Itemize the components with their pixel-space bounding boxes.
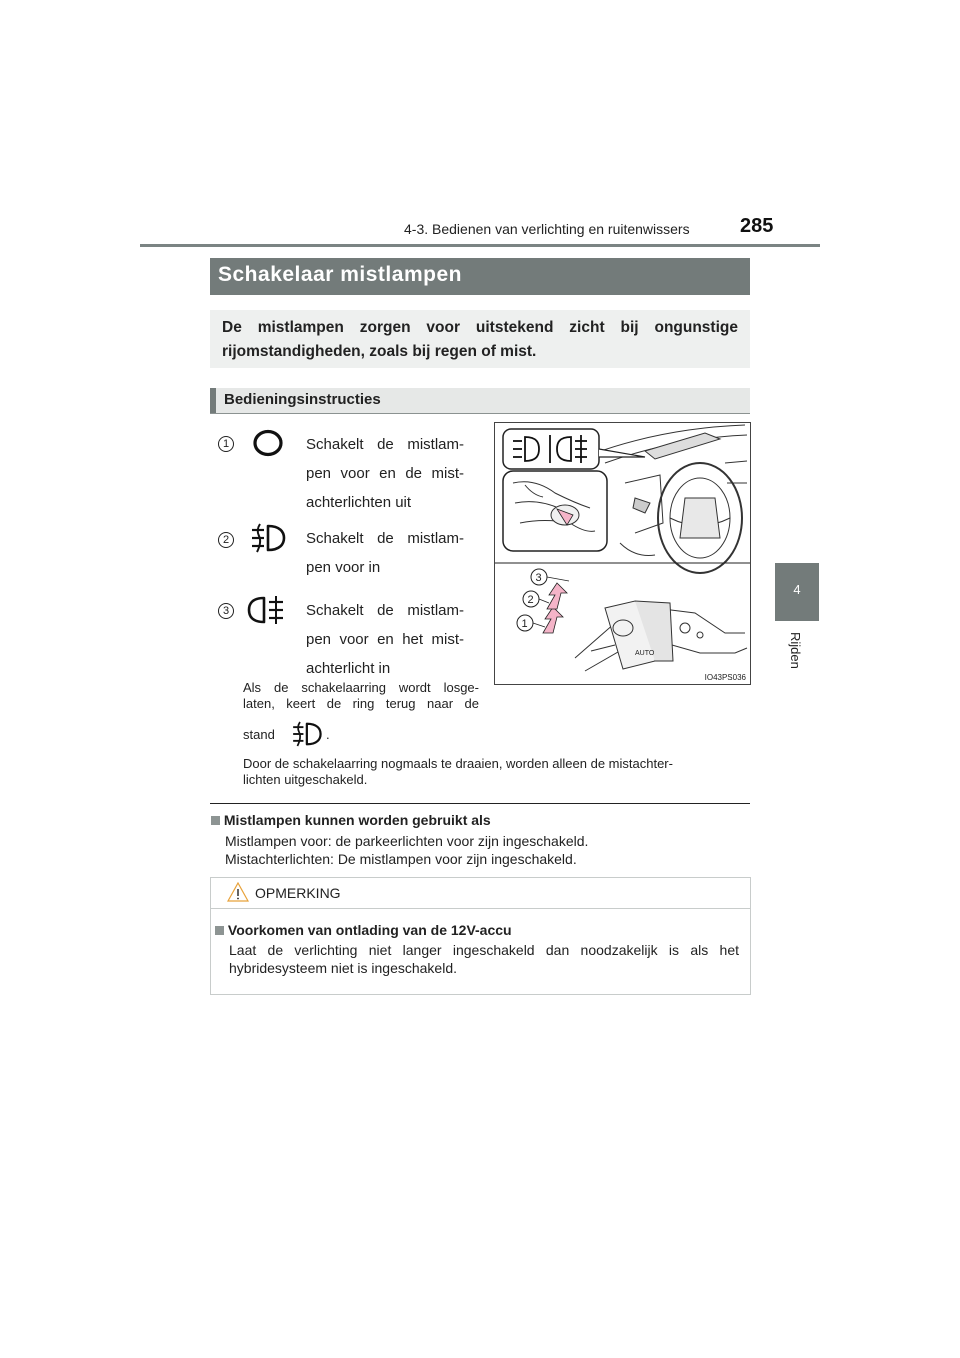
figure-label-1: 1: [521, 618, 528, 630]
header-rule: [140, 244, 820, 247]
rear-fog-icon: [246, 594, 288, 626]
note-rear-off-line1: Door de schakelaarring nogmaals te draaien, worden alleen de mistachter-: [243, 756, 673, 771]
notice-body: [229, 941, 739, 977]
usage-line2: Mistachterlichten: De mistlampen voor zijn ingeschakeld.: [225, 851, 577, 867]
chapter-label: Rijden: [788, 632, 803, 669]
item-number-3: 3: [218, 603, 234, 619]
note-rear-off-line2: lichten uitgeschakeld.: [243, 772, 368, 787]
notice-heading-row: [215, 922, 512, 938]
note-return-line3: [243, 727, 275, 743]
intro-text: De mistlampen zorgen voor uitstekend zicht bij ongunstige rijomstandigheden, zoals bij regen of mist.: [222, 319, 738, 360]
note-return-prefix: stand: [243, 727, 275, 742]
item-number-2: 2: [218, 532, 234, 548]
item-3-text: [306, 596, 464, 683]
fog-switch-illustration: [494, 422, 751, 685]
front-fog-icon: [246, 522, 288, 554]
subheading: Bedieningsinstructies: [224, 391, 381, 408]
note-return-line1: Als de schakelaarring wordt losge-: [243, 680, 479, 695]
page-title-bar: [210, 258, 750, 295]
front-fog-small-icon: [288, 720, 324, 748]
figure-code: IO43PS036: [704, 673, 746, 682]
illustration-svg: [495, 423, 750, 684]
notice-body-line2: hybridesysteem niet is ingeschakeld.: [229, 960, 458, 976]
warning-triangle-icon: [227, 882, 249, 902]
usage-line1: Mistlampen voor: de parkeerlichten voor zijn ingeschakeld.: [225, 833, 589, 849]
note-return-line2: laten, keert de ring terug naar de: [243, 696, 479, 711]
page-title: Schakelaar mistlampen: [218, 263, 462, 286]
item-1-line1: Schakelt de mistlam-: [306, 436, 464, 453]
item-3-line1: Schakelt de mistlam-: [306, 602, 464, 619]
usage-heading: Mistlampen kunnen worden gebruikt als: [223, 812, 491, 828]
figure-label-3: 3: [535, 572, 542, 584]
off-icon: [252, 428, 284, 458]
notice-label: OPMERKING: [255, 885, 341, 901]
notice-heading: Voorkomen van ontlading van de 12V-accu: [227, 922, 512, 938]
note-return-suffix: .: [326, 727, 330, 742]
chapter-number: 4: [793, 582, 801, 597]
usage-heading-row: [211, 812, 491, 828]
page-number: 285: [740, 215, 774, 237]
chapter-label-wrap: [779, 632, 815, 692]
note-return: [243, 680, 479, 712]
item-2-line2: pen voor in: [306, 559, 381, 576]
item-3-line3: achterlicht in: [306, 660, 391, 677]
item-2-line1: Schakelt de mistlam-: [306, 530, 464, 547]
intro-box: [210, 310, 750, 368]
subheading-bar: [210, 388, 750, 414]
item-1-text: [306, 430, 464, 517]
chapter-tab: [775, 563, 819, 621]
item-3-line2: pen voor en het mist-: [306, 631, 464, 648]
bullet-square-icon: [211, 816, 220, 825]
figure-label-2: 2: [527, 594, 534, 606]
subheading-accent: [210, 388, 216, 413]
section-divider: [210, 803, 750, 804]
item-2-text: [306, 524, 464, 582]
section-header: 4-3. Bedienen van verlichting en ruitenwissers: [404, 221, 690, 237]
item-1-line3: achterlichten uit: [306, 494, 412, 511]
notice-body-line1: Laat de verlichting niet langer ingeschakeld dan noodzakelijk is als het: [229, 942, 739, 958]
usage-body: [225, 832, 588, 868]
item-1-line2: pen voor en de mist-: [306, 465, 464, 482]
notice-box: [210, 877, 751, 995]
lever-auto-label: AUTO: [635, 650, 655, 657]
notice-bullet-square-icon: [215, 926, 224, 935]
note-rear-off: [243, 756, 748, 788]
notice-header: [211, 878, 750, 909]
item-number-1: 1: [218, 436, 234, 452]
